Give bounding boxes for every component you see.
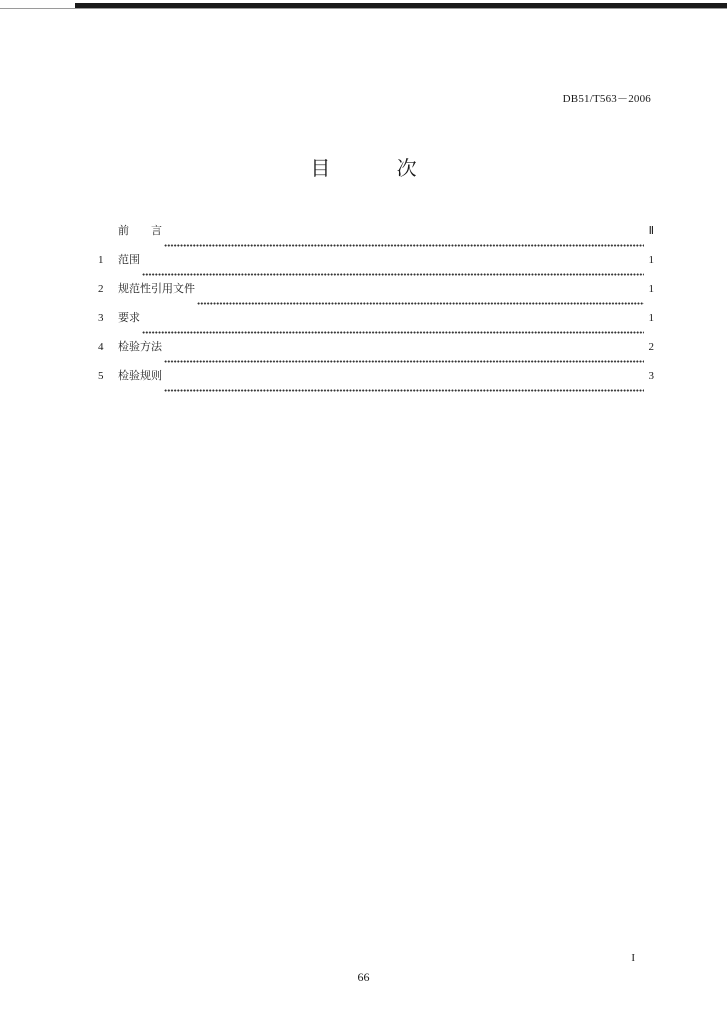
toc-entry-page: 2 [648,341,654,353]
page-title: 目 次 [310,156,447,180]
toc-entry-inspection-rules[interactable] [98,367,654,396]
toc-entry-label: 范围 [118,253,140,266]
roman-page-number: I [631,952,635,964]
toc-entry-test-methods[interactable] [98,338,654,367]
toc-entry-page: 3 [648,370,654,382]
toc-entry-requirements[interactable] [98,309,654,338]
toc-entry-label: 要求 [118,311,140,324]
table-of-contents [98,222,654,396]
toc-entry-foreword[interactable] [98,222,654,251]
toc-entry-number: 3 [98,312,104,324]
toc-entry-page: 1 [648,283,654,295]
toc-entry-normative-references[interactable] [98,280,654,309]
toc-entry-scope[interactable] [98,251,654,280]
toc-entry-number: 2 [98,283,104,295]
document-code: DB51/T563－2006 [562,93,651,105]
toc-leader-dots [164,389,644,392]
toc-entry-page: 1 [648,254,654,266]
toc-entry-label: 规范性引用文件 [118,282,195,295]
toc-leader-dots [197,302,644,305]
toc-leader-dots [142,331,644,334]
toc-entry-page: Ⅱ [648,225,654,237]
toc-entry-page: 1 [648,312,654,324]
toc-leader-dots [164,360,644,363]
toc-entry-number: 4 [98,341,104,353]
toc-entry-label: 检验方法 [118,340,162,353]
toc-leader-dots [142,273,644,276]
page-number: 66 [357,970,370,984]
toc-entry-label: 前言 [118,224,184,237]
toc-entry-number: 5 [98,370,104,382]
toc-entry-label: 检验规则 [118,369,162,382]
header-rule [0,0,727,12]
toc-leader-dots [164,244,644,247]
toc-entry-number: 1 [98,254,104,266]
